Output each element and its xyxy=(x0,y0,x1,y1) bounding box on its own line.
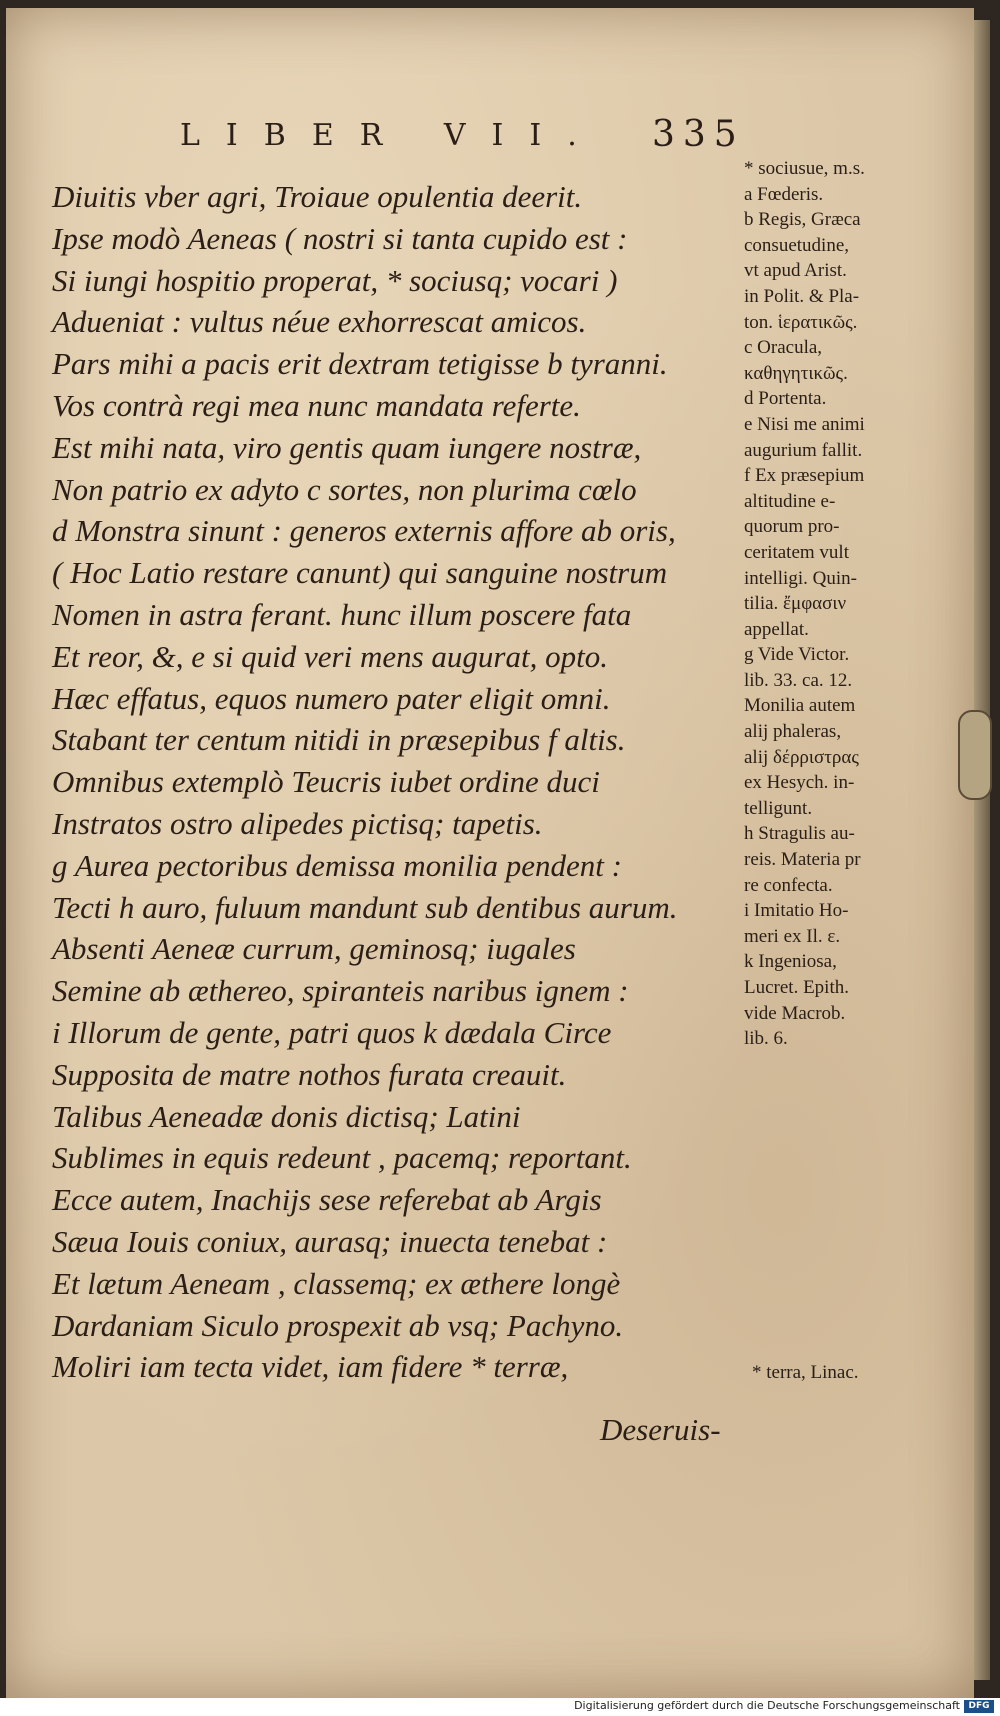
verse-line: Diuitis vber agri, Troiaue opulentia deerit. xyxy=(52,179,583,214)
verse-line: Sæua Iouis coniux, aurasq; inuecta tenebat : xyxy=(52,1223,608,1259)
margin-note-line: k Ingeniosa, xyxy=(744,951,837,973)
footer-bar xyxy=(0,1698,1000,1716)
margin-note-line: vide Macrob. xyxy=(744,1002,846,1024)
page-fore-edge xyxy=(974,20,990,1680)
margin-note-line: re confecta. xyxy=(744,874,833,896)
verse-line: Hæc effatus, equos numero pater eligit omni. xyxy=(52,680,611,716)
margin-note-line: ceritatem vult xyxy=(744,541,849,563)
margin-note-line: e Nisi me animi xyxy=(744,413,865,435)
verse-line: Supposita de matre nothos furata creauit. xyxy=(52,1056,567,1092)
verse-line: g Aurea pectoribus demissa monilia pendent : xyxy=(52,847,622,883)
verse-line: Talibus Aeneadæ donis dictisq; Latini xyxy=(52,1098,521,1134)
margin-note-line: καθηγητικῶς. xyxy=(744,362,848,384)
margin-note-line: b Regis, Græca xyxy=(744,209,861,231)
verse-line: Vos contrà regi mea nunc mandata referte. xyxy=(52,387,581,423)
verse-line: Adueniat : vultus néue exhorrescat amicos. xyxy=(52,304,587,340)
verse-line: Ecce autem, Inachijs sese referebat ab Argis xyxy=(52,1182,602,1218)
verse-line: ( Hoc Latio restare canunt) qui sanguine nostrum xyxy=(52,555,668,591)
margin-note-line: reis. Materia pr xyxy=(744,849,861,871)
verse-line: Et lætum Aeneam , classemq; ex æthere longè xyxy=(52,1265,621,1301)
margin-note-line: h Stragulis au- xyxy=(744,823,855,845)
margin-note-line: meri ex Il. ε. xyxy=(744,925,841,947)
verse-line: Moliri iam tecta videt, iam fidere * terræ, xyxy=(52,1349,569,1385)
verse-line: Est mihi nata, viro gentis quam iungere nostræ, xyxy=(52,429,642,465)
verse-line: Nomen in astra ferant. hunc illum poscere fata xyxy=(52,596,632,632)
book-tab xyxy=(958,710,992,800)
dfg-logo: DFG xyxy=(964,1700,994,1713)
verse-line: Stabant ter centum nitidi in præsepibus f altis. xyxy=(52,722,626,758)
verse-line: Absenti Aeneæ currum, geminosq; iugales xyxy=(52,931,576,967)
margin-note-line: quorum pro- xyxy=(744,516,840,538)
margin-note-line: alij phaleras, xyxy=(744,721,842,743)
running-title: LIBER VII. xyxy=(180,118,603,153)
margin-note-line: consuetudine, xyxy=(744,234,850,256)
margin-note-line: g Vide Victor. xyxy=(744,644,850,666)
main-text-column xyxy=(52,176,732,1388)
running-header xyxy=(180,114,745,158)
margin-note-line: f Ex præsepium xyxy=(744,465,865,487)
margin-note-line: ton. ἱερατικῶς. xyxy=(744,311,858,333)
verse-line: Non patrio ex adyto c sortes, non plurima cœlo xyxy=(52,471,637,507)
margin-note-line: lib. 33. ca. 12. xyxy=(744,669,853,691)
catchword: Deseruis- xyxy=(600,1412,721,1447)
margin-note-line: appellat. xyxy=(744,618,809,640)
margin-note-line: altitudine e- xyxy=(744,490,836,512)
margin-note-bottom: * terra, Linac. xyxy=(752,1362,859,1383)
verse-line: Ipse modò Aeneas ( nostri si tanta cupido est : xyxy=(52,220,628,256)
verse-line: Pars mihi a pacis erit dextram tetigisse b tyranni. xyxy=(52,346,668,382)
margin-note-line: c Oracula, xyxy=(744,337,823,359)
marginal-notes xyxy=(744,156,934,1052)
margin-note-line: intelligi. Quin- xyxy=(744,567,857,589)
verse-line: Si iungi hospitio properat, * sociusq; vocari ) xyxy=(52,262,618,298)
verse-line: Omnibus extemplò Teucris iubet ordine duci xyxy=(52,764,600,800)
margin-note-line: Monilia autem xyxy=(744,695,856,717)
margin-note-line: telligunt. xyxy=(744,797,813,819)
margin-note-line: vt apud Arist. xyxy=(744,260,847,282)
footer-credit: Digitalisierung gefördert durch die Deutsche Forschungsgemeinschaft xyxy=(574,1699,960,1712)
verse-line: Tecti h auro, fuluum mandunt sub dentibus aurum. xyxy=(52,889,678,925)
margin-note-line: lib. 6. xyxy=(744,1028,788,1050)
margin-note-line: alij δέρριστρας xyxy=(744,746,859,768)
verse-line: Semine ab æthereo, spiranteis naribus ignem : xyxy=(52,973,629,1009)
margin-note-line: in Polit. & Pla- xyxy=(744,285,860,307)
verse-line: Dardaniam Siculo prospexit ab vsq; Pachyno. xyxy=(52,1307,624,1343)
page-number: 335 xyxy=(652,114,745,155)
verse-line: i Illorum de gente, patri quos k dædala Circe xyxy=(52,1014,612,1050)
verse-line: Sublimes in equis redeunt , pacemq; reportant. xyxy=(52,1140,632,1176)
margin-note-line: tilia. ἔμφασιν xyxy=(744,593,847,615)
margin-note-line: i Imitatio Ho- xyxy=(744,900,849,922)
verse-line: Instratos ostro alipedes pictisq; tapetis. xyxy=(52,805,543,841)
margin-note-line: * sociusue, m.s. xyxy=(744,158,865,179)
margin-note-line: augurium fallit. xyxy=(744,439,863,461)
margin-note-line: d Portenta. xyxy=(744,388,827,410)
verse-line: d Monstra sinunt : generos externis affore ab oris, xyxy=(52,513,676,549)
margin-note-line: ex Hesych. in- xyxy=(744,772,855,794)
margin-note-line: a Fœderis. xyxy=(744,183,824,205)
verse-line: Et reor, &, e si quid veri mens augurat, opto. xyxy=(52,638,608,674)
margin-note-line: Lucret. Epith. xyxy=(744,977,849,998)
